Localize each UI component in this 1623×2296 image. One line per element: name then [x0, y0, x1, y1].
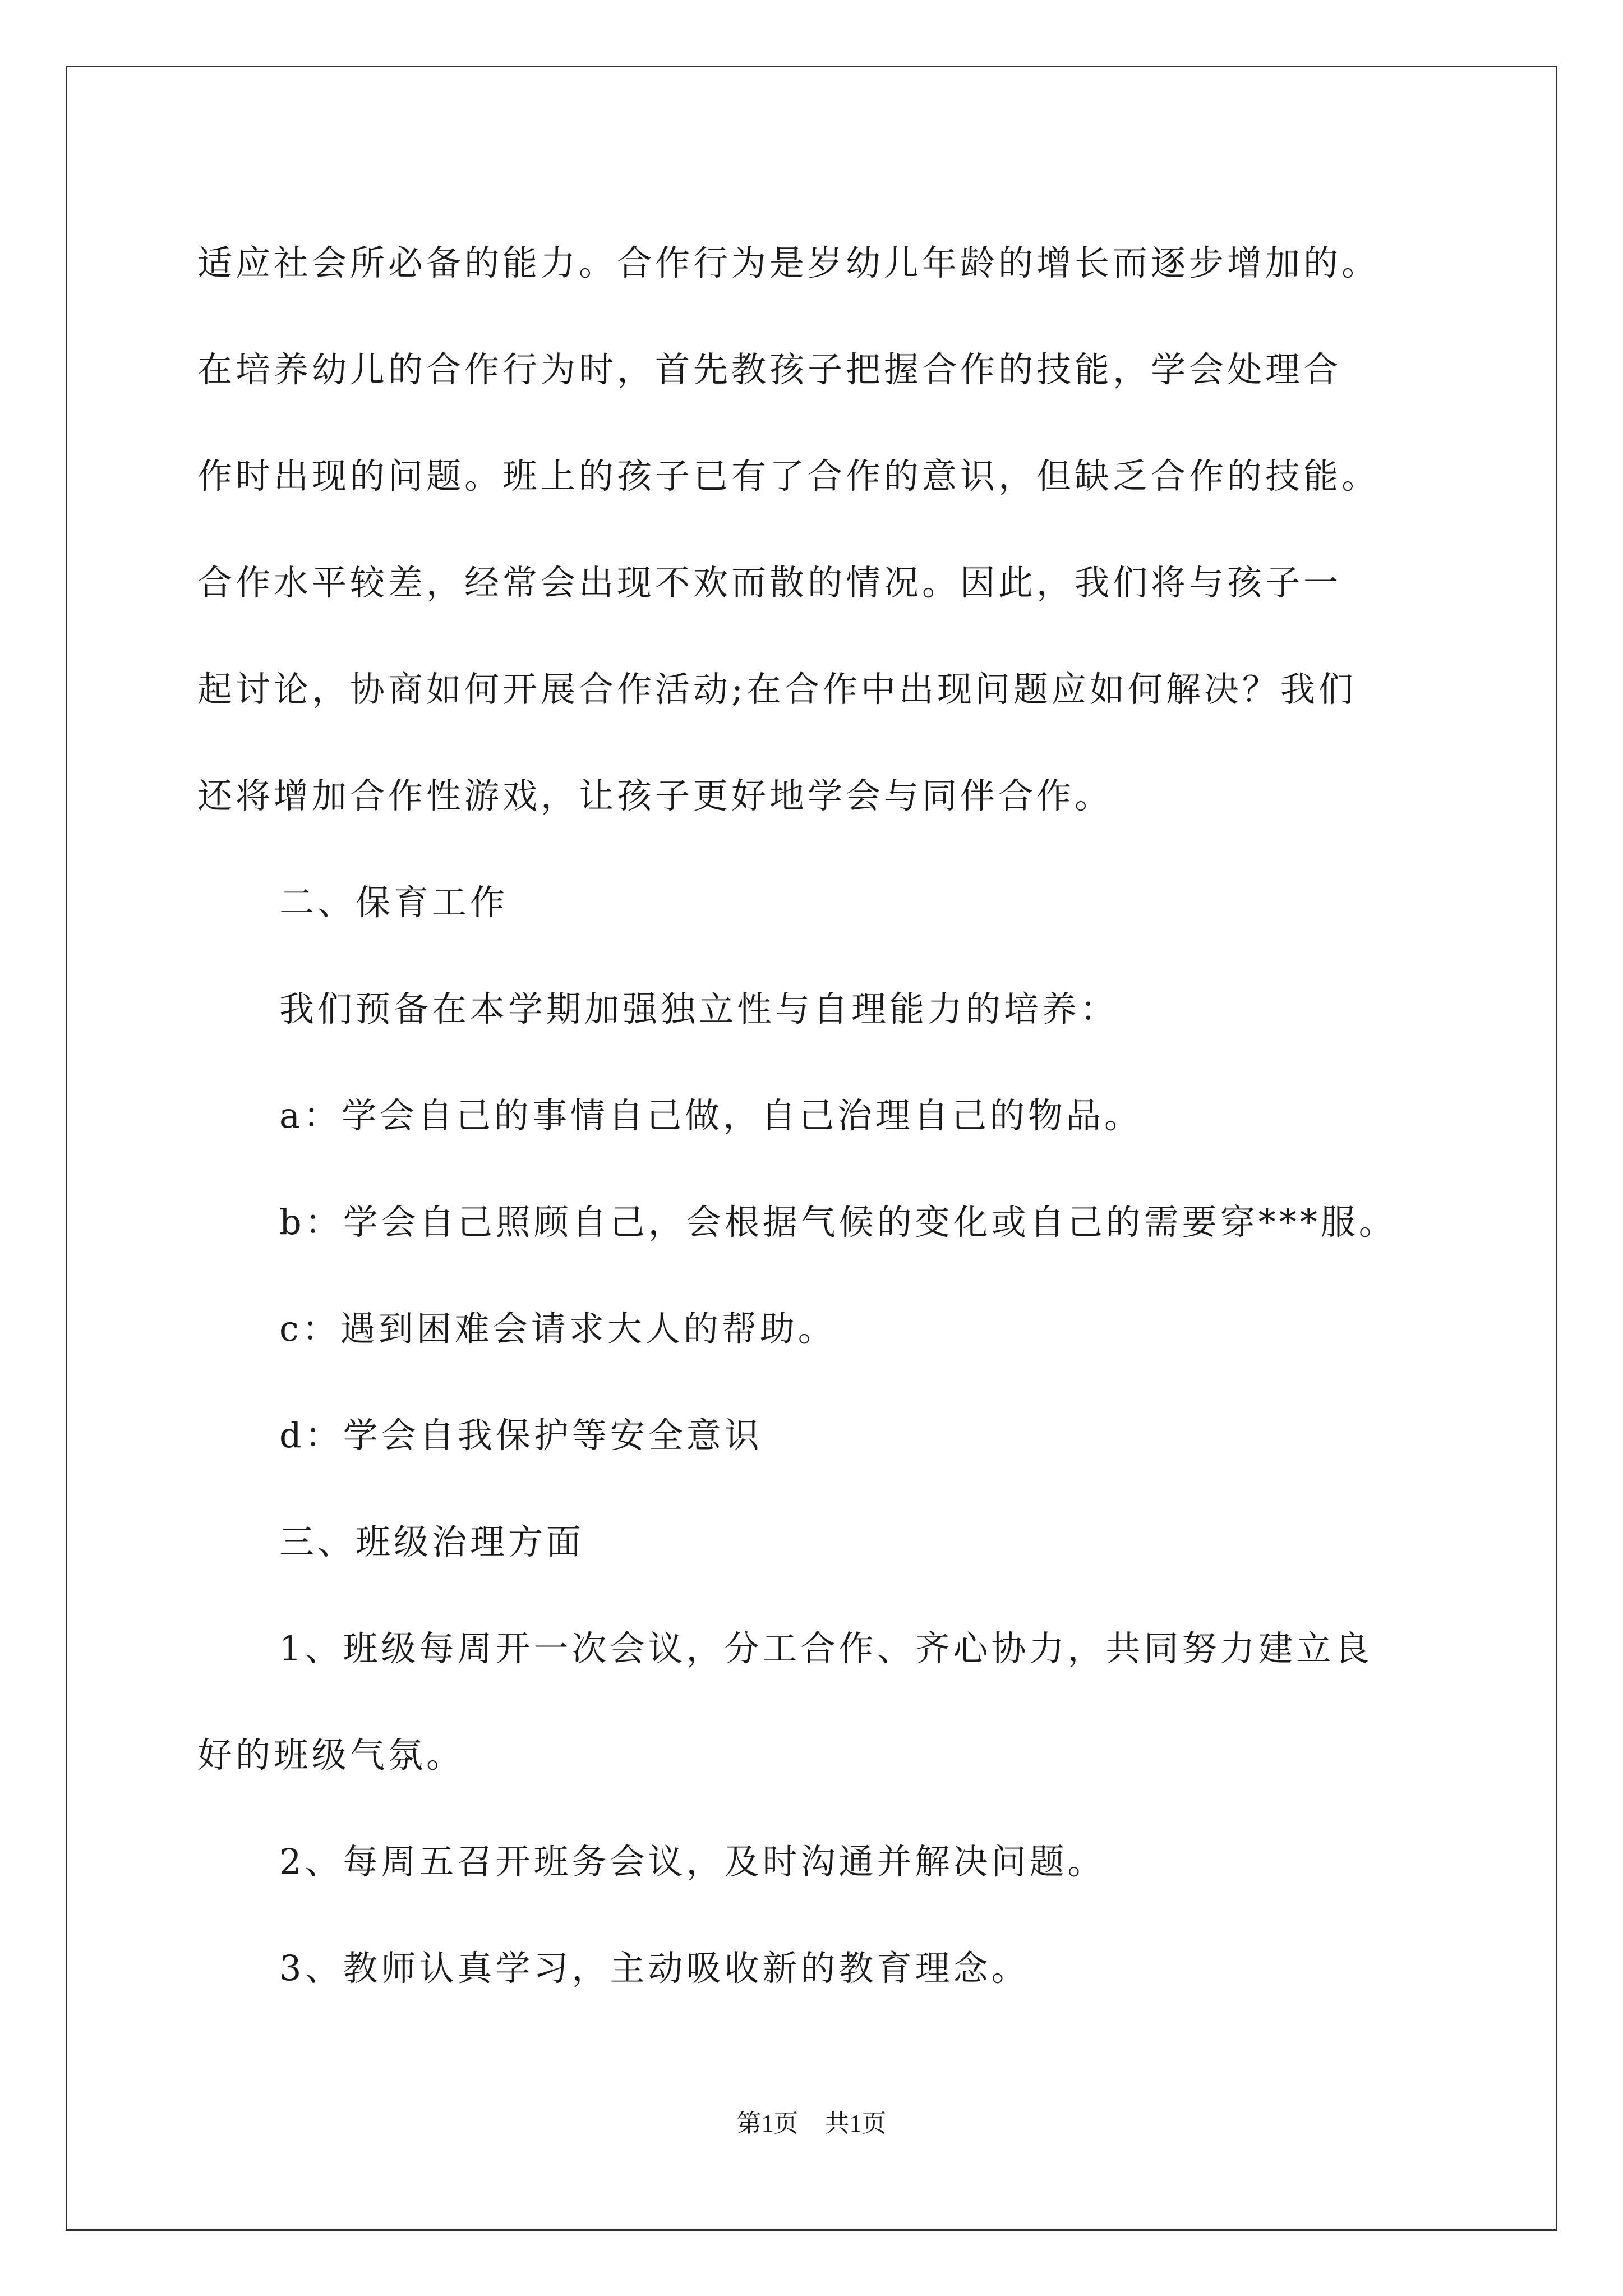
list-item: a：学会自己的事情自己做，自己治理自己的物品。: [279, 1095, 1142, 1136]
page-footer: [0, 2107, 1623, 2141]
list-item: 1、班级每周开一次会议，分工合作、齐心协力，共同努力建立良: [279, 1628, 1373, 1669]
text-line: 在培养幼儿的合作行为时，首先教孩子把握合作的技能，学会处理合: [197, 349, 1342, 390]
list-item: c：遇到困难会请求大人的帮助。: [279, 1308, 836, 1349]
text-line: 作时出现的问题。班上的孩子已有了合作的意识，但缺乏合作的技能。: [197, 455, 1380, 496]
section-heading-childcare: 二、保育工作: [279, 882, 509, 923]
page-number: 第1页: [736, 2110, 799, 2137]
document-body: [197, 210, 1465, 2022]
text-line: 合作水平较差，经常会出现不欢而散的情况。因此，我们将与孩子一: [197, 562, 1342, 603]
list-item: 3、教师认真学习，主动吸收新的教育理念。: [279, 1948, 1030, 1989]
list-item: d：学会自我保护等安全意识: [279, 1415, 763, 1456]
text-line: 适应社会所必备的能力。合作行为是岁幼儿年龄的增长而逐步增加的。: [197, 242, 1380, 283]
text-line: 我们预备在本学期加强独立性与自理能力的培养：: [279, 988, 1119, 1029]
page-total: 共1页: [824, 2110, 887, 2137]
text-line: 还将增加合作性游戏，让孩子更好地学会与同伴合作。: [197, 775, 1113, 816]
text-line: 好的班级气氛。: [197, 1734, 465, 1775]
list-item: b：学会自己照顾自己，会根据气候的变化或自己的需要穿***服。: [279, 1202, 1397, 1243]
text-line: 起讨论，协商如何开展合作活动;在合作中出现问题应如何解决？我们: [197, 669, 1357, 710]
list-item: 2、每周五召开班务会议，及时沟通并解决问题。: [279, 1841, 1106, 1882]
section-heading-class-management: 三、班级治理方面: [279, 1521, 585, 1562]
